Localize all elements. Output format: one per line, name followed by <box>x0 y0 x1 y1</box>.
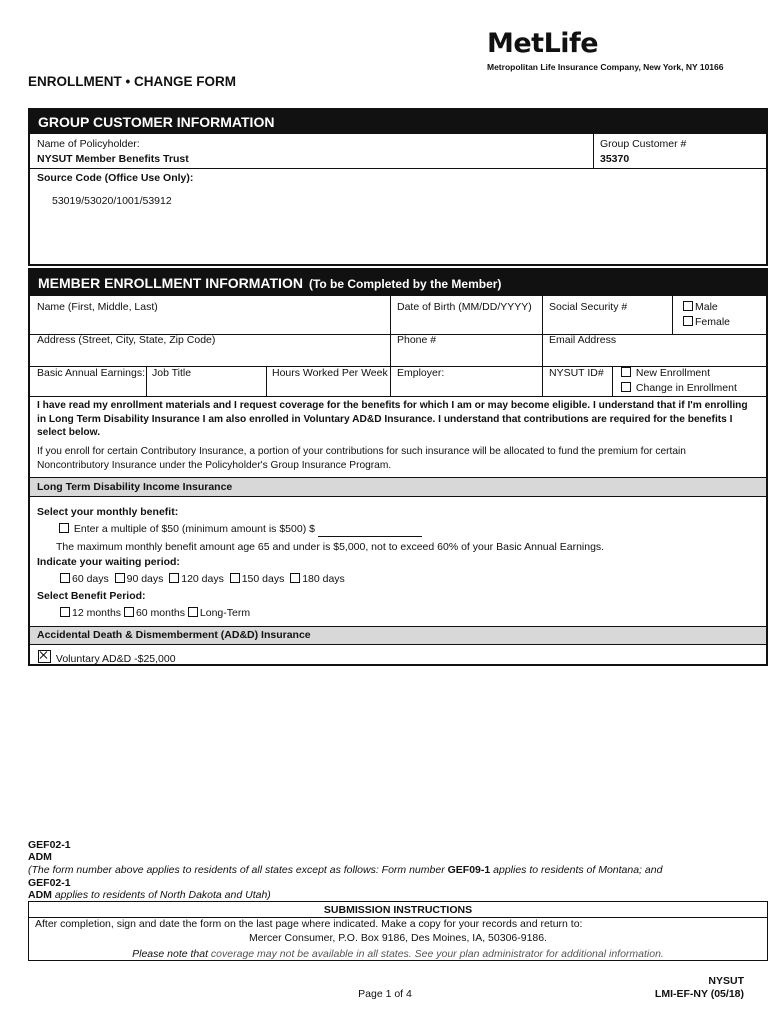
policyholder-label: Name of Policyholder: <box>37 138 140 150</box>
period-60-option[interactable] <box>124 607 185 619</box>
waiting-150-label: 150 days <box>241 573 285 585</box>
submission-instructions-box <box>28 901 768 961</box>
enrollment-statement-bold: I have read my enrollment materials and I request coverage for the benefits for which I am or may become eligible. I understand that if I'm enrolling in Long Term Disability Insurance I am also enrolled in Voluntary AD&D Insurance. I understand that contributions are required for the benefits I select below. <box>37 400 748 438</box>
dob-field-label[interactable]: Date of Birth (MM/DD/YYYY) <box>397 301 532 313</box>
benefit-period-label: Select Benefit Period: <box>37 590 146 602</box>
waiting-90-checkbox[interactable] <box>115 573 125 583</box>
ltd-section-heading: Long Term Disability Income Insurance <box>30 478 766 496</box>
waiting-60-checkbox[interactable] <box>60 573 70 583</box>
female-option[interactable] <box>683 315 730 329</box>
period-12-checkbox[interactable] <box>60 607 70 617</box>
waiting-90-label: 90 days <box>126 573 164 585</box>
waiting-period-options <box>60 572 345 586</box>
ssn-field-label[interactable]: Social Security # <box>549 301 628 313</box>
submission-line-2: Mercer Consumer, P.O. Box 9186, Des Moines, IA, 50306-9186. <box>248 932 548 944</box>
voluntary-add-option[interactable] <box>38 650 176 666</box>
group-customer-section <box>28 108 768 266</box>
address-field-label[interactable]: Address (Street, City, State, Zip Code) <box>37 334 216 346</box>
new-enrollment-option[interactable] <box>621 366 710 380</box>
period-12-label: 12 months <box>72 607 122 619</box>
source-code-label: Source Code (Office Use Only): <box>37 172 194 184</box>
enrollment-statement: If you enroll for certain Contributory Insurance, a portion of your contributions for such insurance will be allocated to fund the premium for certain Noncontributory Insurance under the Policyholder's Group Insurance Program. <box>37 446 686 471</box>
change-enrollment-label: Change in Enrollment <box>635 382 737 394</box>
page-number: Page 1 of 4 <box>358 988 412 1000</box>
benefit-multiple-checkbox[interactable] <box>59 523 69 533</box>
select-benefit-label: Select your monthly benefit: <box>37 506 179 518</box>
new-enrollment-checkbox[interactable] <box>621 367 631 377</box>
employer-field-label[interactable]: Employer: <box>397 367 445 379</box>
form-code-1: GEF02-1 <box>28 839 71 851</box>
member-section-heading <box>30 270 766 296</box>
member-enrollment-section <box>28 268 768 666</box>
waiting-180-checkbox[interactable] <box>290 573 300 583</box>
male-option[interactable] <box>683 300 718 314</box>
member-heading-text: MEMBER ENROLLMENT INFORMATION <box>38 275 303 291</box>
waiting-120-label: 120 days <box>181 573 224 585</box>
period-long-term-option[interactable] <box>188 607 250 619</box>
member-heading-sub: (To be Completed by the Member) <box>308 277 502 291</box>
waiting-period-label: Indicate your waiting period: <box>37 556 180 568</box>
nysut-id-field-label[interactable]: NYSUT ID# <box>549 367 604 379</box>
submission-note-b: coverage may not be available in all states. See your plan administrator for additional information. <box>208 948 664 960</box>
waiting-120-option[interactable] <box>169 573 224 585</box>
change-enrollment-checkbox[interactable] <box>621 382 631 392</box>
waiting-150-checkbox[interactable] <box>230 573 240 583</box>
submission-heading: SUBMISSION INSTRUCTIONS <box>323 904 473 916</box>
source-code-value: 53019/53020/1001/53912 <box>52 195 172 207</box>
group-section-heading: GROUP CUSTOMER INFORMATION <box>30 110 766 134</box>
waiting-180-option[interactable] <box>290 573 345 585</box>
waiting-90-option[interactable] <box>115 573 164 585</box>
form-title: ENROLLMENT • CHANGE FORM <box>28 74 236 89</box>
note-part-a: (The form number above applies to residents of all states except as follows: Form number <box>28 864 448 876</box>
form-code-4: ADM <box>28 889 52 901</box>
benefit-multiple-option[interactable] <box>59 522 422 537</box>
company-address: Metropolitan Life Insurance Company, New York, NY 10166 <box>487 62 724 72</box>
period-60-label: 60 months <box>135 607 185 619</box>
submission-note-a: Please note that <box>132 948 209 960</box>
benefit-period-options <box>60 606 250 620</box>
period-12-option[interactable] <box>60 607 121 619</box>
policyholder-value: NYSUT Member Benefits Trust <box>37 153 189 165</box>
period-long-term-label: Long-Term <box>199 607 251 619</box>
benefit-multiple-label: Enter a multiple of $50 (minimum amount is $500) $ <box>73 523 315 535</box>
new-enrollment-label: New Enrollment <box>635 367 711 379</box>
metlife-logo: MetLife <box>487 28 599 59</box>
submission-line-1: After completion, sign and date the form on the last page where indicated. Make a copy for your records and return to: <box>35 918 583 930</box>
note-form-number: GEF09-1 <box>447 864 491 876</box>
phone-field-label[interactable]: Phone # <box>397 334 437 346</box>
waiting-180-label: 180 days <box>302 573 345 585</box>
male-label: Male <box>695 301 718 313</box>
earnings-field-label[interactable]: Basic Annual Earnings: <box>37 367 145 379</box>
note-part-c: applies to residents of Montana; and <box>490 864 663 876</box>
state-form-note <box>28 864 768 876</box>
form-code-2: ADM <box>28 851 52 863</box>
footer-nysut: NYSUT <box>708 975 744 987</box>
name-field-label[interactable]: Name (First, Middle, Last) <box>37 301 158 313</box>
waiting-150-option[interactable] <box>230 573 285 585</box>
form-code-3: GEF02-1 <box>28 877 71 889</box>
group-customer-label: Group Customer # <box>600 138 687 150</box>
benefit-amount-input[interactable] <box>318 522 422 537</box>
waiting-60-option[interactable] <box>60 573 109 585</box>
hours-field-label[interactable]: Hours Worked Per Week <box>272 367 388 379</box>
state-form-note-2 <box>28 889 271 901</box>
footer-form-number: LMI-EF-NY (05/18) <box>654 988 744 1000</box>
change-enrollment-option[interactable] <box>621 381 737 395</box>
group-customer-value: 35370 <box>600 153 630 165</box>
waiting-120-checkbox[interactable] <box>169 573 179 583</box>
female-checkbox[interactable] <box>683 316 693 326</box>
voluntary-add-checkbox[interactable] <box>38 650 51 663</box>
add-section-heading: Accidental Death & Dismemberment (AD&D) Insurance <box>30 627 766 644</box>
email-field-label[interactable]: Email Address <box>549 334 617 346</box>
note-part-d: applies to residents of North Dakota and Utah) <box>51 889 271 901</box>
voluntary-add-label: Voluntary AD&D -$25,000 <box>55 653 176 665</box>
period-long-term-checkbox[interactable] <box>188 607 198 617</box>
max-benefit-note: The maximum monthly benefit amount age 65 and under is $5,000, not to exceed 60% of your Basic Annual Earnings. <box>56 541 605 553</box>
period-60-checkbox[interactable] <box>124 607 134 617</box>
job-title-field-label[interactable]: Job Title <box>152 367 192 379</box>
female-label: Female <box>695 316 731 328</box>
submission-line-3 <box>29 947 767 961</box>
waiting-60-label: 60 days <box>72 573 109 585</box>
male-checkbox[interactable] <box>683 301 693 311</box>
